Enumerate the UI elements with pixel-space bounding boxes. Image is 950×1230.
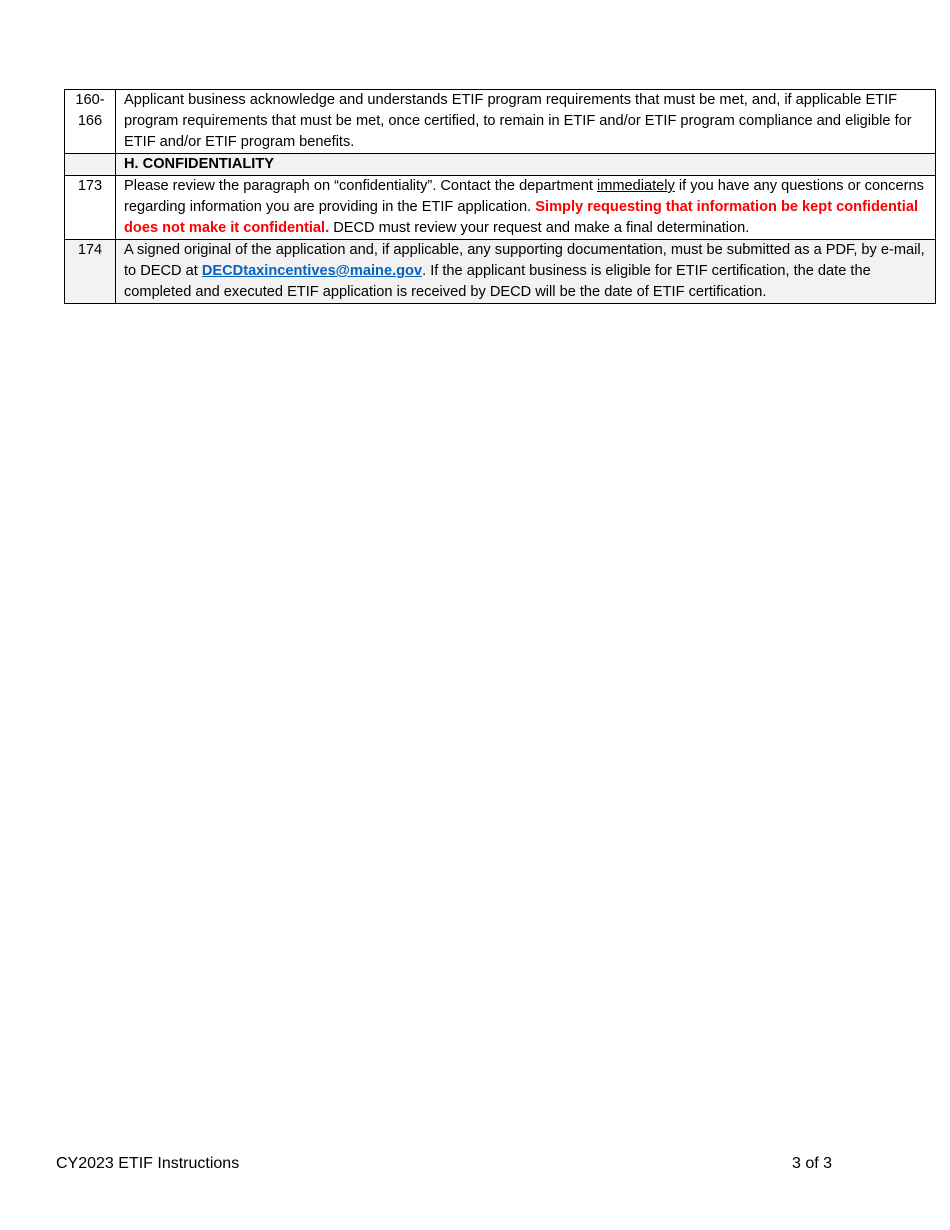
instructions-table	[64, 89, 936, 304]
text-segment: A signed original of the application and, if applicable, any supporting documentation, must be submitted as a PDF, by e-mail, to DECD at	[124, 242, 925, 279]
section-heading: H. CONFIDENTIALITY	[116, 154, 936, 176]
text-segment: . If the applicant business is eligible for ETIF certification, the date the completed and executed ETIF application is received by DECD will be the date of ETIF certification.	[124, 263, 871, 300]
emphasis-underlined: immediately	[596, 178, 675, 194]
instruction-text: Applicant business acknowledge and understands ETIF program requirements that must be met, and, if applicable ETIF program requirements that must be met, once certified, to remain in ETIF and/or ETIF program compliance and eligible for ETIF and/or ETIF program benefits.	[116, 90, 936, 154]
text-segment: DECD must review your request and make a final determination.	[329, 220, 750, 236]
table-row	[65, 90, 936, 154]
table-row	[65, 176, 936, 240]
confidentiality-warning: Simply requesting that information be kept confidential does not make it confidential.	[124, 199, 919, 236]
instruction-text	[116, 176, 936, 240]
footer-document-title: CY2023 ETIF Instructions	[56, 1155, 240, 1172]
footer-page-number: 3 of 3	[792, 1155, 833, 1172]
text-segment: Please review the paragraph on “confidentiality”. Contact the department	[124, 178, 597, 194]
line-number: 173	[65, 176, 116, 240]
line-number	[65, 154, 116, 176]
section-heading-row	[65, 154, 936, 176]
table-row	[65, 240, 936, 304]
text-segment: if you have any questions or concerns regarding information you are providing in the ETIF application.	[124, 178, 924, 215]
email-link[interactable]: DECDtaxincentives@maine.gov	[201, 263, 423, 279]
instruction-text	[116, 240, 936, 304]
line-number: 160- 166	[65, 90, 116, 154]
line-number: 174	[65, 240, 116, 304]
